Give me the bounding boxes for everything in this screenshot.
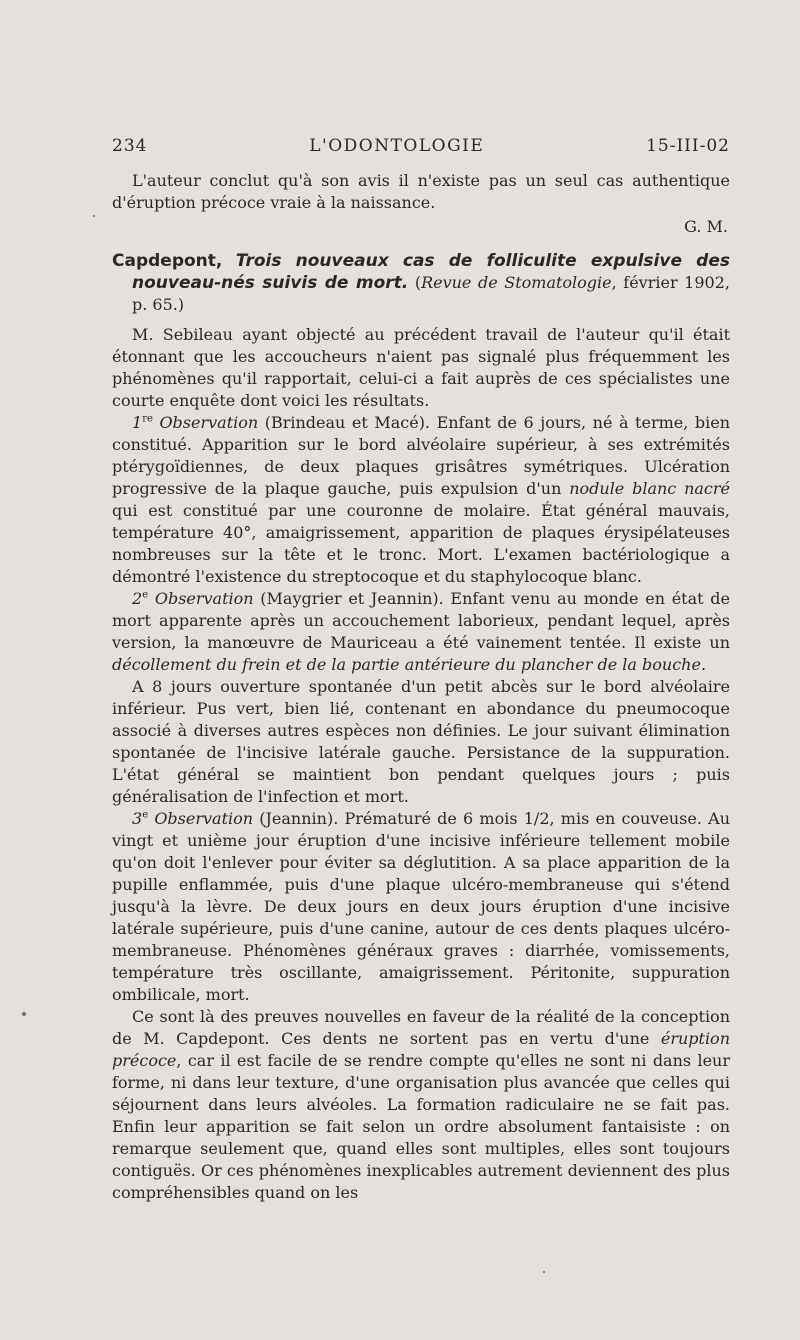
reviewer-signature: G. M. [684, 217, 728, 236]
obs2-number: 2 [132, 589, 143, 608]
obs1-text-b: qui est constitué par une couronne de molaire. État général mauvais, température 40°, amaigrissement, apparition de plaques érysipélateuses nombreuses sur la tête et le tronc. Mort. L'examen bactériologique a démontré l'existence du streptocoque et du staphylocoque blanc. [112, 501, 730, 586]
intro-paragraph: L'auteur conclut qu'à son avis il n'existe pas un seul cas authentique d'éruption précoce vraie à la naissance. [112, 171, 730, 212]
paragraph-abscess: A 8 jours ouverture spontanée d'un petit abcès sur le bord alvéolaire inférieur. Pus vert, bien lié, contenant en abondance du pneumocoque associé à diverses autres espèces non définies. Le jour suivant élimination spontanée de l'incisive latérale gauche. Persistance de la suppuration. L'état général se maintient bon pendant quelques jours ; puis généralisation de l'infection et mort. [112, 677, 730, 806]
journal-title: L'ODONTOLOGIE [309, 136, 485, 156]
obs2-text-a: (Maygrier et Jeannin). Enfant venu au monde en état de mort apparente après un accouchement laborieux, pendant lequel, après version, la manœuvre de Mauriceau a été vainement tentée. Il existe un [112, 589, 730, 652]
obs3-text-a: (Jeannin). Prématuré de 6 mois 1/2, mis en couveuse. Au vingt et unième jour éruption d'une incisive inférieure tellement mobile qu'on doit l'enlever pour éviter sa déglutition. A sa place apparition de la pupille enflammée, puis d'une plaque ulcéro-membraneuse qui s'étend jusqu'à la lèvre. De deux jours en deux jours éruption d'une incisive latérale supérieure, puis d'une canine, autour de ces dents plaques ulcéro-membraneuse. Phénomènes généraux graves : diarrhée, vomissements, température très oscillante, amaigrissement. Péritonite, suppuration ombilicale, mort. [112, 809, 730, 1004]
obs1-label: Observation [159, 413, 259, 432]
page-number: 234 [112, 136, 148, 156]
conclusion-italic: éruption précoce [112, 1029, 730, 1070]
article-author: Capdepont, [112, 251, 223, 271]
conclusion-text-a: Ce sont là des preuves nouvelles en faveur de la réalité de la conception de M. Capdepont. Ces dents ne sortent pas en vertu d'une [112, 1007, 730, 1048]
paper-speck [543, 1271, 545, 1273]
paragraph-observation-1 [112, 412, 730, 588]
paragraph-conclusion [112, 1006, 730, 1204]
running-header [112, 136, 730, 156]
article-title: Trois nouveaux cas de folliculite expulsive des nouveau-nés suivis de mort. [132, 251, 730, 293]
obs3-label: Observation [154, 809, 254, 828]
obs1-italic: nodule blanc nacré [569, 479, 730, 498]
article-heading [112, 250, 730, 316]
obs2-ordinal: e [142, 589, 149, 601]
obs1-number: 1 [132, 413, 143, 432]
source-journal: Revue de Stomatologie [421, 273, 612, 292]
source-open: ( [414, 273, 422, 292]
obs2-label: Observation [154, 589, 254, 608]
paper-speck [22, 1012, 26, 1016]
obs2-italic: décollement du frein et de la partie antérieure du plancher de la bouche. [112, 655, 707, 674]
obs1-ordinal: re [142, 413, 153, 425]
obs1-text-a: (Brindeau et Macé). Enfant de 6 jours, né à terme, bien constitué. Apparition sur le bord alvéolaire supérieur, à ses extrémités ptérygoïdiennes, de deux plaques grisâtres symétriques. Ulcération progressive de la plaque gauche, puis expulsion d'un [112, 413, 730, 498]
obs3-ordinal: e [142, 809, 149, 821]
page-body [112, 170, 730, 1204]
obs3-number: 3 [132, 809, 143, 828]
paragraph-observation-2 [112, 588, 730, 676]
paragraph-observation-3 [112, 808, 730, 1006]
conclusion-text-b: , car il est facile de se rendre compte qu'elles ne sont ni dans leur forme, ni dans leur texture, d'une organisation plus avancée que celles qui séjournent dans leurs alvéoles. La formation radiculaire ne se fait pas. Enfin leur apparition se fait selon un ordre absolument fantaisiste : on remarque seulement que, quand elles sont multiples, elles sont toujours contiguës. Or ces phénomènes inexplicables autrement deviennent des plus compréhensibles quand on les [112, 1051, 730, 1202]
paragraph-sebileau: M. Sebileau ayant objecté au précédent travail de l'auteur qu'il était étonnant que les accoucheurs n'aient pas signalé plus fréquemment les phénomènes qu'il rapportait, celui-ci a fait auprès de ces spécialistes une courte enquête dont voici les résultats. [112, 325, 730, 410]
issue-date: 15-III-02 [646, 136, 730, 156]
source-details: , février 1902, p. 65.) [132, 273, 730, 314]
paper-speck [93, 215, 95, 217]
